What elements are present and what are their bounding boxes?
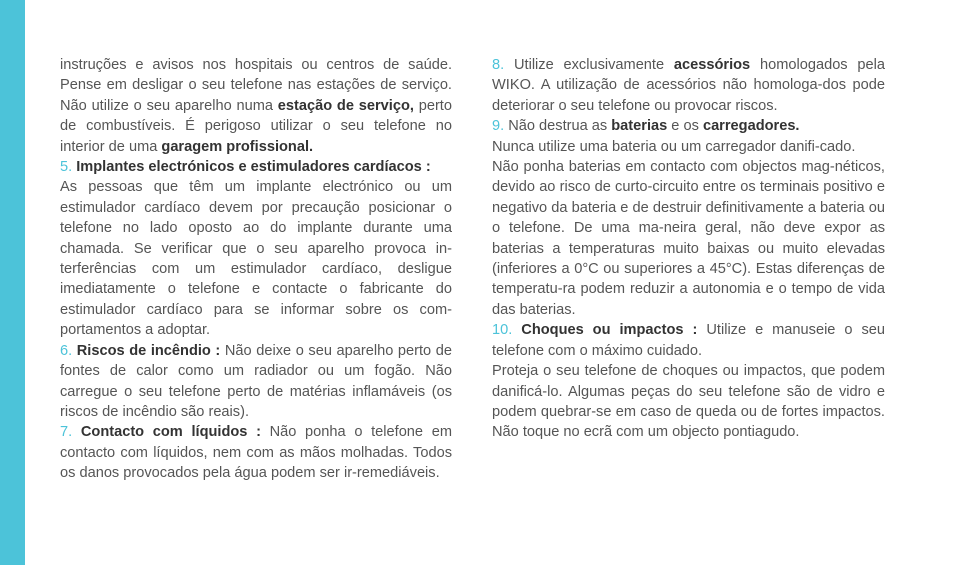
section-8 [492,55,885,116]
section-8-bold-accessories: acessórios [673,57,751,73]
section-8-text-2: homologados pela WIKO. A utilização de acessórios não homologa-dos pode deteriorar o seu telefone ou provocar riscos. [492,57,885,114]
section-8-text-1: Utilize exclusivamente [504,57,674,73]
section-7-title: Contacto com líquidos : [80,424,261,441]
section-6-number: 6. [60,342,73,359]
intro-paragraph [60,55,452,157]
section-5-number: 5. [60,159,73,176]
intro-text-1: instruções e avisos nos hospitais ou centros de saúde. Pense em desligar o seu telefone nas estações de serviço. Não utilize o seu aparelho numa [60,57,452,114]
left-column [60,55,452,484]
section-9-text-2: e os [667,118,703,135]
section-10-body-2: Proteja o seu telefone de choques ou impactos, que podem danificá-lo. Algumas peças do seu telefone são de vidro e podem quebrar-se em caso de queda ou de fortes impactos. Não toque no ecrã com um objecto pontiagudo. [492,363,885,441]
section-9-body-2: Não ponha baterias em contacto com objectos mag-néticos, devido ao risco de curto-circuito entre os terminais positivo e negativo da bateria e de destruir definitivamente a bateria ou o telefone. De uma ma-neira geral, não deve expor as baterias a temperaturas muito baixas ou muito elevadas (inferiores a 0°C ou superiores a 45°C). Estas diferenças de temperatu-ra podem reduzir a autonomia e o tempo de vida das baterias. [492,159,885,318]
section-7-body: Não ponha o telefone em contacto com líquidos, nem com as mãos molhadas. Todos os danos provocados pela água podem ser ir-remediáveis. [60,424,452,482]
intro-bold-garage: garagem profissional. [161,138,314,155]
section-10-title: Choques ou impactos : [521,322,698,339]
section-6 [60,341,452,423]
section-5 [60,157,452,177]
section-6-body: Não deixe o seu aparelho perto de fontes de calor como um radiador ou um fogão. Não carregue o seu telefone perto de matérias inflamáveis (os riscos de incêndio são reais). [60,342,452,420]
section-8-number: 8. [492,57,505,73]
section-9 [492,116,885,136]
section-5-body: As pessoas que têm um implante electrónico ou um estimulador cardíaco devem por precaução posicionar o telefone no lado oposto ao do implante durante uma chamada. Se verificar que o seu aparelho provoca in-terferências com um estimulador cardíaco, desligue imediatamente o telefone e contacte o fabricante do estimulador cardíaco para se informar sobre os com-portamentos a adoptar. [60,179,452,339]
section-10-body-1: Utilize e manuseie o seu telefone com o máximo cuidado. [492,322,886,359]
accent-sidebar [0,0,25,565]
section-6-title: Riscos de incêndio : [76,342,221,359]
section-7-number: 7. [60,424,73,441]
section-5-title: Implantes electrónicos e estimuladores cardíacos : [76,159,431,176]
intro-bold-service-station: estação de serviço, [277,97,414,114]
section-10-number: 10. [492,322,513,339]
section-10 [492,320,885,361]
section-9-bold-chargers: carregadores. [702,118,800,135]
section-7 [60,422,452,483]
section-9-number: 9. [492,118,505,135]
section-9-bold-batteries: baterias [611,118,668,135]
section-9-body-1: Nunca utilize uma bateria ou um carregador danifi-cado. [492,138,856,155]
right-column [492,55,885,443]
intro-text-2: perto de combustíveis. É perigoso utilizar o seu telefone no interior de uma [60,97,452,155]
section-9-text-1: Não destrua as [504,118,612,135]
